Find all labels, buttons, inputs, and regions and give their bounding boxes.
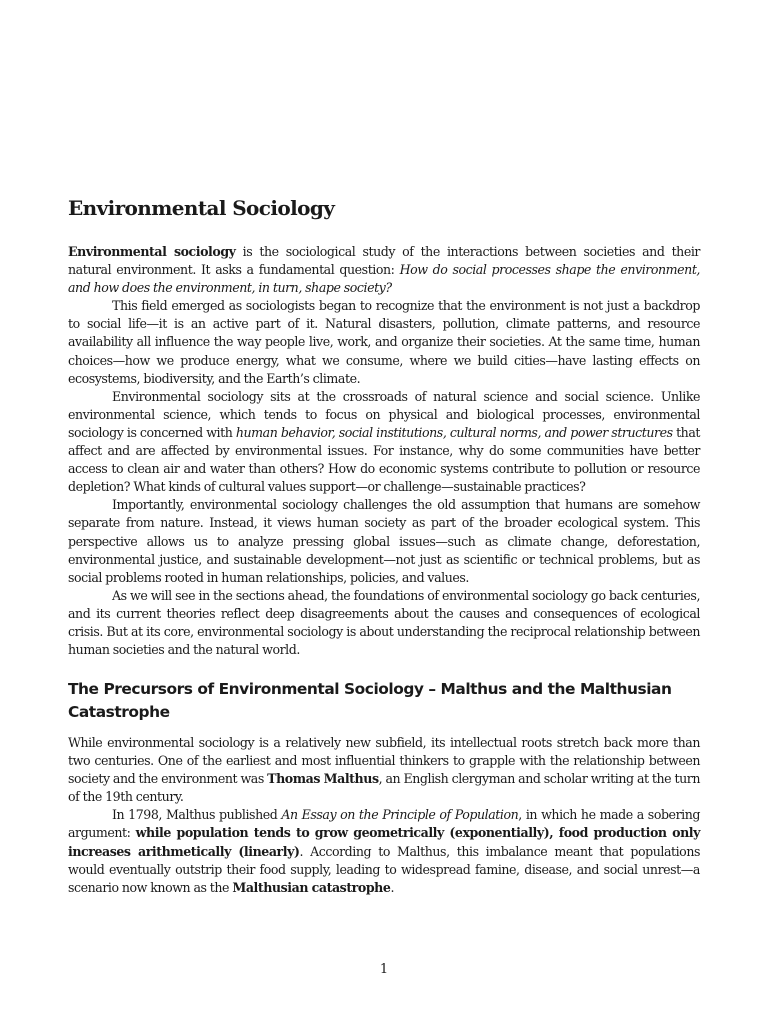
intro-paragraph-3-before: Environmental sociology sits at the crossroads of natural science and social science. Unlike environmental science, which tends to focus on physical and biological processes, environmental sociology is concerned with [68, 388, 700, 440]
malthus-paragraph-1-after: , an English clergyman and scholar writing at the turn of the 19th century. [68, 771, 700, 805]
page-number: 1 [379, 962, 389, 977]
name-thomas-malthus: Thomas Malthus [267, 771, 379, 787]
intro-paragraph-1-text: is the sociological study of the interactions between societies and their natural environment. It asks a fundamental question: [68, 244, 700, 278]
page-title: Environmental Sociology [68, 196, 335, 220]
term-malthusian-catastrophe: Malthusian catastrophe [232, 879, 391, 895]
section-heading-malthus: The Precursors of Environmental Sociology – Malthus and the Malthusian Catastrophe [68, 680, 672, 721]
intro-paragraph-3-after: that affect and are affected by environmental issues. For instance, why do some communities have better access to clean air and water than others? How do economic systems contribute to pollution or resource depletion? What kinds of cultural values support—or challenge—sustainable practices? [68, 424, 701, 495]
intro-paragraph-3 [68, 388, 700, 497]
malthus-paragraph-1-before: While environmental sociology is a relatively new subfield, its intellectual roots stretch back more than two centuries. One of the earliest and most influential thinkers to grapple with the relationship between society and the environment was [68, 735, 700, 787]
malthus-section [68, 734, 700, 897]
malthus-paragraph-2-lead: In 1798, Malthus published [112, 807, 282, 823]
malthus-paragraph-1 [68, 734, 700, 806]
fundamental-question: How do social processes shape the environment, and how does the environment, in turn, shape society? [68, 262, 700, 296]
term-environmental-sociology: Environmental sociology [68, 244, 236, 259]
intro-paragraph-5: As we will see in the sections ahead, the foundations of environmental sociology go back centuries, and its current theories reflect deep disagreements about the causes and consequences of ecological crisis. But at its core, environmental sociology is about understanding the reciprocal relationship between human societies and the natural world. [68, 587, 700, 658]
intro-section [68, 243, 700, 659]
malthus-paragraph-2-after: . According to Malthus, this imbalance meant that populations would eventually outstrip their food supply, leading to widespread famine, disease, and social unrest—a scenario now known as the [68, 843, 700, 895]
intro-paragraph-2: This field emerged as sociologists began to recognize that the environment is not just a backdrop to social life—it is an active part of it. Natural disasters, pollution, climate patterns, and resource availability all influence the way people live, work, and organize their societies. At the same time, human choices—how we produce energy, what we consume, where we build cities—have lasting effects on ecosystems, biodiversity, and the Earth’s climate. [68, 298, 700, 386]
book-title: An Essay on the Principle of Population [281, 807, 519, 823]
malthus-paragraph-2-end: . [390, 879, 395, 895]
malthus-paragraph-2 [68, 806, 700, 896]
intro-paragraph-1 [68, 243, 700, 297]
focus-areas: human behavior, social institutions, cultural norms, and power structures [235, 424, 673, 440]
malthus-argument: while population tends to grow geometrically (exponentially), food production only increases arithmetically (linearly) [68, 825, 701, 859]
intro-paragraph-4: Importantly, environmental sociology challenges the old assumption that humans are somehow separate from nature. Instead, it views human society as part of the broader ecological system. This perspective allows us to analyze pressing global issues—such as climate change, deforestation, environmental justice, and sustainable development—not just as scientific or technical problems, but as social problems rooted in human relationships, policies, and values. [68, 497, 700, 585]
malthus-paragraph-2-mid: , in which he made a sobering argument: [68, 807, 700, 841]
